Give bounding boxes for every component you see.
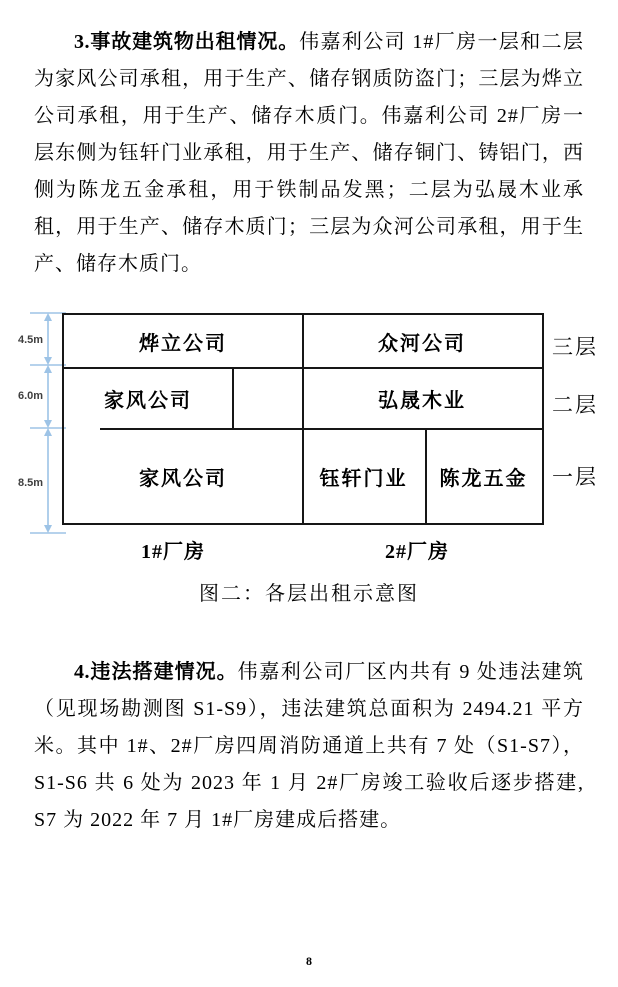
paragraph-illegal-construction: [34, 654, 584, 839]
page-number: 8: [306, 954, 312, 968]
section-3-heading: 3.事故建筑物出租情况。: [74, 31, 300, 53]
dimension-label-floor2: 6.0m: [18, 390, 44, 402]
section-4-body: 伟嘉利公司厂区内共有 9 处违法建筑（见现场勘测图 S1-S9），违法建筑总面积为 2494.21 平方米。其中 1#、2#厂房四周消防通道上共有 7 处（S1-S7），S1-S6 共 6 处为 2023 年 1 月 2#厂房竣工验收后逐步搭建, S7 为 2022 年 7 月 1#厂房建成后搭建。: [34, 661, 585, 831]
cell-floor1-right: 陈龙五金: [439, 468, 528, 490]
cell-floor1-left: 家风公司: [139, 468, 227, 490]
cell-floor2-right: 弘晟木业: [378, 390, 466, 412]
figure-caption: 图二：各层出租示意图: [199, 583, 419, 605]
floor-label-2: 二层: [552, 393, 598, 417]
cell-floor3-right: 众河公司: [378, 332, 466, 355]
section-3-body: 伟嘉利公司 1#厂房一层和二层为家风公司承租，用于生产、储存钢质防盗门；三层为烨立公司承租，用于生产、储存木质门。伟嘉利公司 2#厂房一层东侧为钰轩门业承租，用于生产、储存铜门、铸铝门，西侧为陈龙五金承租，用于铁制品发黑；二层为弘晟木业承租，用于生产、储存木质门；三层为众河公司承租，用于生产、储存木质门。: [34, 31, 584, 275]
paragraph-rental-situation: [34, 0, 584, 283]
building-label-2: 2#厂房: [385, 541, 449, 563]
dimension-label-floor3: 4.5m: [18, 334, 44, 346]
floor2-cell-divider: [232, 367, 234, 430]
cell-floor3-left: 烨立公司: [139, 332, 227, 355]
cell-floor2-left: 家风公司: [104, 390, 192, 412]
floor-label-3: 三层: [552, 335, 598, 359]
section-4-heading: 4.违法搭建情况。: [74, 661, 238, 683]
floor-label-1: 一层: [552, 465, 598, 489]
cell-floor1-mid: 钰轩门业: [319, 468, 408, 490]
building-label-1: 1#厂房: [141, 541, 205, 563]
dimension-label-floor1: 8.5m: [18, 477, 44, 489]
floor-rental-diagram: [0, 305, 618, 563]
building-outline-box: [62, 313, 544, 525]
